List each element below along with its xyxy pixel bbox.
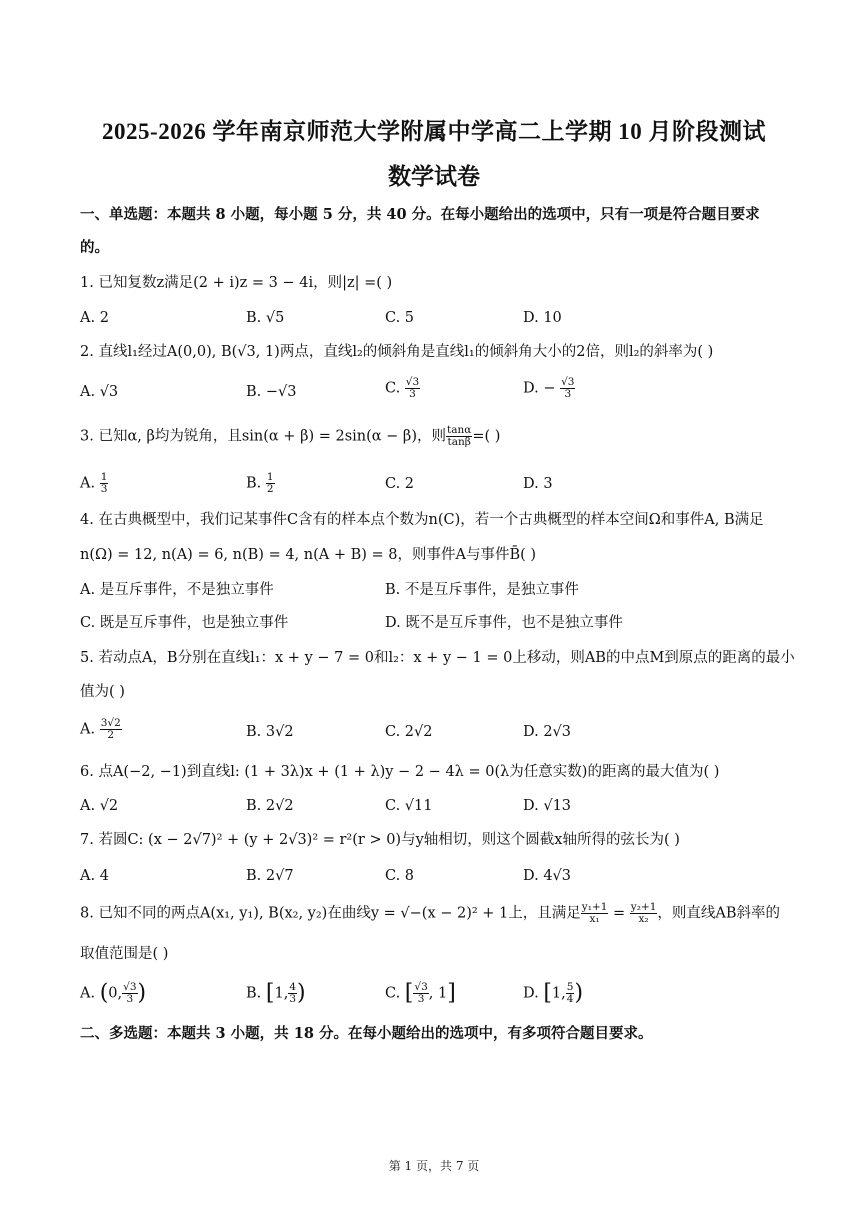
fraction: $\frac{1}{3}$ [100, 471, 108, 495]
q4-option-b: B. 不是互斥事件，是独立事件 [385, 582, 579, 598]
q5-option-b: B. 3√2 [246, 724, 294, 740]
q5-option-d: D. 2√3 [523, 724, 572, 740]
q2-option-d: D. − $\frac{√3}{3}$ [523, 376, 575, 400]
fraction: $\frac{√3}{3}$ [561, 376, 575, 400]
fraction: $\frac{5}{4}$ [566, 981, 574, 1005]
exam-title: 2025-2026 学年南京师范大学附属中学高二上学期 10 月阶段测试 [102, 119, 766, 144]
q8-option-b: B. [1, $\frac{4}{3}$ ) [246, 980, 306, 1006]
question-4: 4. 在古典概型中，我们记某事件C含有的样本点个数为n(C)，若一个古典概型的样本空间Ω和事件A, B满足 [80, 512, 764, 528]
q7-option-a: A. 4 [80, 868, 109, 884]
question-1: 1. 已知复数z满足(2 + i)z = 3 − 4i，则|z| =( ) [80, 275, 393, 291]
q5-option-a: A. $\frac{3√2}{2}$ [80, 717, 121, 741]
q6-option-b: B. 2√2 [246, 798, 294, 814]
section-2-heading: 二、多选题：本题共 3 小题，共 18 分。在每小题给出的选项中，有多项符合题目要求。 [80, 1025, 653, 1042]
question-3: 3. 已知α, β均为锐角，且sin(α + β) = 2sin(α − β)，则 $\frac{\tan\alpha}{\tan\beta}$ =( ) [80, 424, 501, 448]
q1-option-b: B. √5 [246, 310, 285, 326]
question-5: 5. 若动点A，B分别在直线l₁：x + y − 7 = 0和l₂：x + y − 1 = 0上移动，则AB的中点M到原点的距离的最小 [80, 650, 795, 666]
q1-option-a: A. 2 [80, 310, 109, 326]
fraction: $\frac{\text{y₂+1}}{\text{x₂}}$ [630, 901, 657, 925]
section-1-heading-cont: 的。 [80, 239, 109, 256]
question-2: 2. 直线l₁经过A(0,0), B(√3, 1)两点，直线l₂的倾斜角是直线l₁的倾斜角大小的2倍，则l₂的斜率为( ) [80, 344, 714, 360]
q6-option-a: A. √2 [80, 798, 119, 814]
q8-option-a: A. (0, $\frac{√3}{3}$ ) [80, 980, 147, 1006]
section-1-heading: 一、单选题：本题共 8 小题，每小题 5 分，共 40 分。在每小题给出的选项中，只有一项是符合题目要求 [80, 206, 760, 223]
q2-option-a: A. √3 [80, 384, 119, 400]
q4-option-a: A. 是互斥事件，不是独立事件 [80, 582, 274, 598]
question-8: 8. 已知不同的两点A(x₁, y₁), B(x₂, y₂)在曲线y = √−(x − 2)² + 1上，且满足 $\frac{\text{y₁+1}}{\text{x₁}}$ = $\frac{\text{y₂+1}}{\text{x₂}}$ ，则直线AB斜率的 [80, 901, 781, 925]
q2-option-b: B. −√3 [246, 384, 297, 400]
question-4-cont: n(Ω) = 12, n(A) = 6, n(B) = 4, n(A + B) = 8，则事件A与事件B̄( ) [80, 547, 537, 563]
q6-option-d: D. √13 [523, 798, 572, 814]
q1-option-d: D. 10 [523, 310, 562, 326]
page-footer: 第 1 页，共 7 页 [388, 1159, 480, 1173]
fraction: $\frac{√3}{3}$ [414, 981, 428, 1005]
fraction: $\frac{\tan\alpha}{\tan\beta}$ [446, 424, 472, 448]
exam-subtitle: 数学试卷 [388, 164, 480, 189]
q3-option-c: C. 2 [385, 476, 415, 492]
fraction: $\frac{√3}{3}$ [405, 376, 420, 400]
q8-option-c: C. [ $\frac{√3}{3}$ , 1] [385, 980, 456, 1006]
question-6: 6. 点A(−2, −1)到直线l: (1 + 3λ)x + (1 + λ)y − 2 − 4λ = 0(λ为任意实数)的距离的最大值为( ) [80, 764, 720, 780]
q4-option-d: D. 既不是互斥事件，也不是独立事件 [385, 615, 623, 631]
q7-option-c: C. 8 [385, 868, 415, 884]
fraction: $\frac{\text{y₁+1}}{\text{x₁}}$ [581, 901, 608, 925]
fraction: $\frac{√3}{3}$ [123, 981, 137, 1005]
question-5-cont: 值为( ) [80, 684, 125, 700]
q4-option-c: C. 既是互斥事件，也是独立事件 [80, 615, 289, 631]
question-7: 7. 若圆C: (x − 2√7)² + (y + 2√3)² = r²(r > 0)与y轴相切，则这个圆截x轴所得的弦长为( ) [80, 832, 680, 848]
q3-option-b: B. $\frac{1}{2}$ [246, 471, 274, 495]
q2-option-c: C. $\frac{√3}{3}$ [385, 376, 420, 400]
q3-option-d: D. 3 [523, 476, 553, 492]
q5-option-c: C. 2√2 [385, 724, 433, 740]
fraction: $\frac{1}{2}$ [266, 471, 274, 495]
fraction: $\frac{3√2}{2}$ [100, 717, 121, 741]
q8-option-d: D. [1, $\frac{5}{4}$ ) [523, 980, 584, 1006]
fraction: $\frac{4}{3}$ [289, 981, 296, 1005]
q1-option-c: C. 5 [385, 310, 415, 326]
q7-option-b: B. 2√7 [246, 868, 294, 884]
q6-option-c: C. √11 [385, 798, 433, 814]
q7-option-d: D. 4√3 [523, 868, 572, 884]
question-8-cont: 取值范围是( ) [80, 946, 169, 962]
q3-option-a: A. $\frac{1}{3}$ [80, 471, 108, 495]
